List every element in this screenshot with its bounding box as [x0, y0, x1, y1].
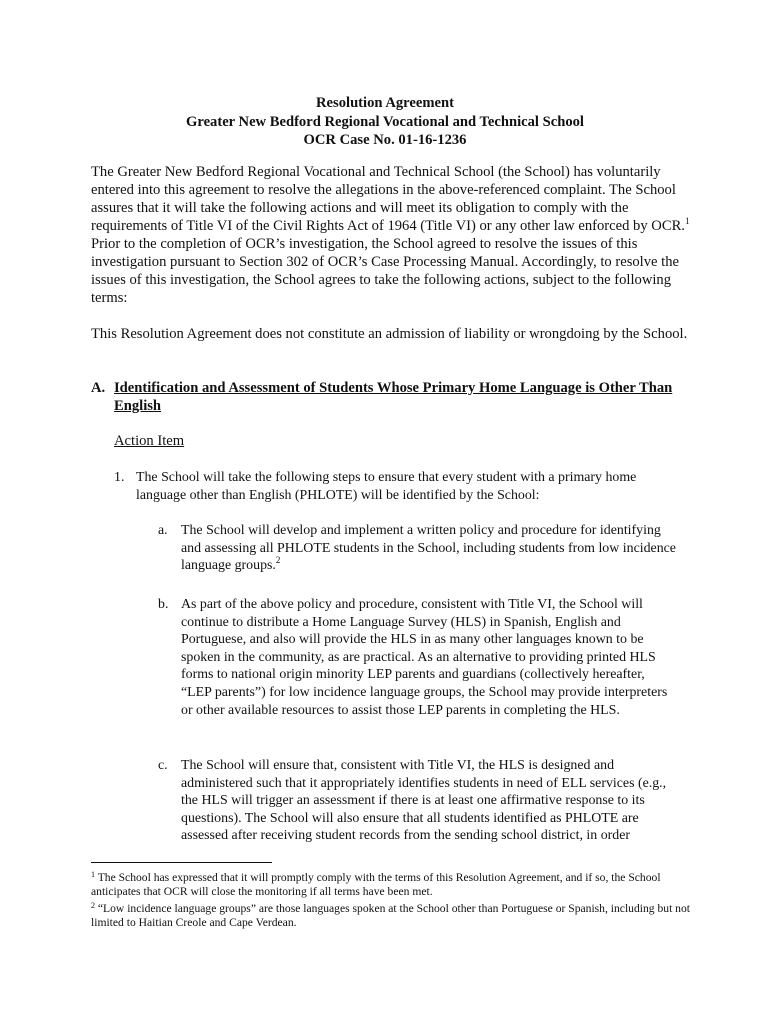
- footnote-ref-2: 2: [275, 555, 281, 566]
- list-item-1: [114, 469, 674, 504]
- footnote-2: [91, 902, 691, 931]
- list-item-c-marker: c.: [158, 758, 168, 773]
- school-name: Greater New Bedford Regional Vocational and Technical School: [186, 113, 584, 130]
- section-a-title: Identification and Assessment of Students Whose Primary Home Language is Other Than English: [114, 380, 673, 414]
- list-item-a-marker: a.: [158, 523, 168, 538]
- list-item-1-marker: 1.: [114, 470, 125, 485]
- document-title: Resolution Agreement: [316, 95, 454, 111]
- document-header: [0, 94, 770, 150]
- list-item-b: [158, 596, 678, 719]
- intro-text: The Greater New Bedford Regional Vocational and Technical School (the School) has voluntarily entered into this agreement to resolve the allegations in the above-referenced complaint. The School assures that it will take the following actions and will meet its obligation to comply with the requirements of Title VI of the Civil Rights Act of 1964 (Title VI) or any other law enforced by OCR.: [91, 164, 685, 234]
- intro-paragraph: [91, 163, 691, 307]
- footnote-2-mark: 2: [91, 900, 95, 910]
- footnote-separator: [91, 862, 272, 863]
- list-item-a: [158, 522, 678, 575]
- list-item-c: [158, 757, 678, 845]
- intro-text-continued: Prior to the completion of OCR’s investigation, the School agreed to resolve the issues of this investigation pursuant to Section 302 of OCR’s Case Processing Manual. Accordingly, to resolve the issues of this investigation, the School agrees to take the following actions, subject to the following terms:: [91, 236, 679, 306]
- footnote-1-text: The School has expressed that it will promptly comply with the terms of this Resolution Agreement, and if so, the School anticipates that OCR will close the monitoring if all terms have been met.: [91, 871, 661, 899]
- footnotes: [91, 871, 691, 933]
- list-item-a-body: [181, 522, 678, 575]
- list-item-b-marker: b.: [158, 597, 169, 612]
- section-a-heading: [91, 379, 691, 415]
- disclaimer-paragraph: This Resolution Agreement does not constitute an admission of liability or wrongdoing by the School.: [91, 326, 688, 342]
- list-item-1-text: The School will take the following steps to ensure that every student with a primary home language other than English (PHLOTE) will be identified by the School:: [136, 470, 637, 503]
- list-item-c-text: The School will ensure that, consistent with Title VI, the HLS is designed and administered such that it appropriately identifies students in need of ELL services (e.g., the HLS will trigger an assessment if there is at least one affirmative response to its questions). The School will also ensure that all students identified as PHLOTE are assessed after receiving student records from the sending school district, in order: [181, 758, 667, 844]
- footnote-1: [91, 871, 691, 900]
- list-item-a-text: The School will develop and implement a written policy and procedure for identifying and assessing all PHLOTE students in the School, including students from low incidence language groups.: [181, 523, 676, 574]
- action-item-label: Action Item: [114, 433, 185, 449]
- case-number: OCR Case No. 01-16-1236: [303, 132, 467, 148]
- footnote-ref-1: 1: [684, 216, 690, 226]
- footnote-1-mark: 1: [91, 870, 95, 879]
- list-item-b-text: As part of the above policy and procedure, consistent with Title VI, the School will continue to distribute a Home Language Survey (HLS) in Spanish, English and Portuguese, and also will provide the HLS in as many other languages known to be spoken in the community, as are practical. As an alternative to providing printed HLS forms to national origin minority LEP parents and guardians (collectively hereafter, “LEP parents”) for low incidence language groups, the School may provide interpreters or other available resources to assist those LEP parents in completing the HLS.: [181, 597, 668, 718]
- footnote-2-text: “Low incidence language groups” are those languages spoken at the School other than Portuguese or Spanish, including but not limited to Haitian Creole and Cape Verdean.: [91, 901, 691, 930]
- section-a-letter: A.: [91, 380, 106, 396]
